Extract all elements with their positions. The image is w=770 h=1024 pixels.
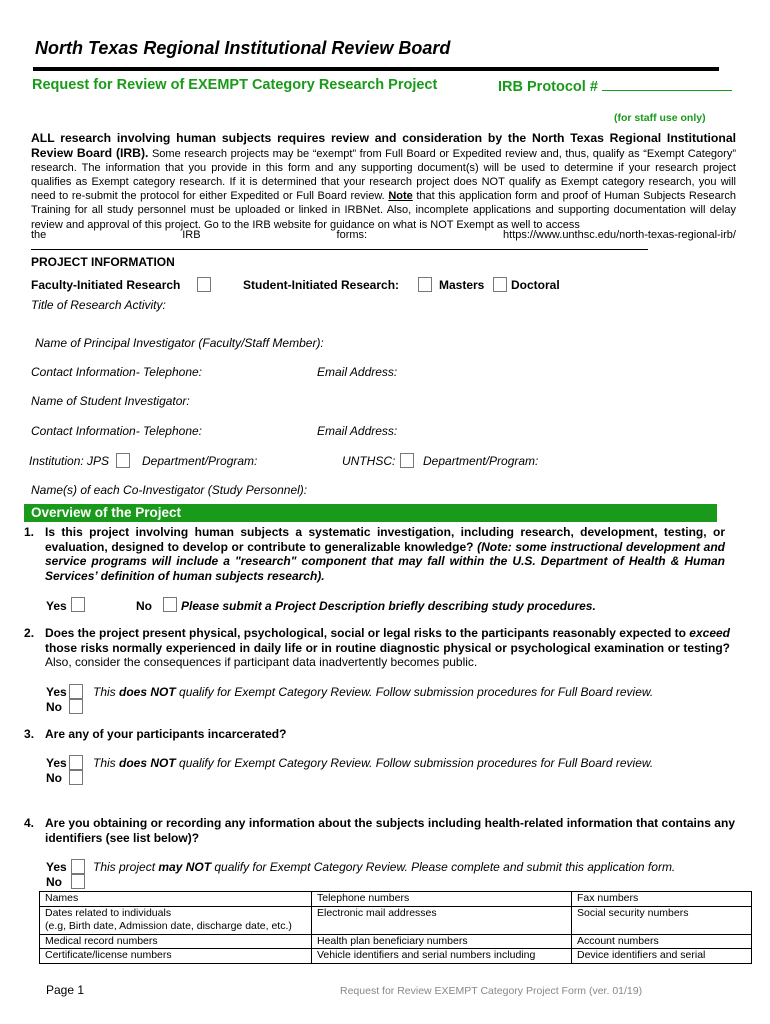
table-cell: Vehicle identifiers and serial numbers including — [312, 949, 572, 964]
q2-exceed: exceed — [689, 626, 730, 640]
q4-yes-label: Yes — [46, 860, 67, 874]
q2-no-label: No — [46, 700, 62, 714]
principal-investigator-label: Name of Principal Investigator (Faculty/Staff Member): — [35, 336, 324, 350]
pi-telephone-label: Contact Information- Telephone: — [31, 365, 202, 379]
intro-last-line — [31, 229, 736, 241]
q2-text-c: Also, consider the consequences if participant data inadvertently becomes public. — [45, 655, 478, 670]
table-row — [40, 906, 752, 934]
q2-yes-instruction: This does NOT qualify for Exempt Category Review. Follow submission procedures for Full Board review. — [93, 685, 654, 699]
q2-text-b: those risks normally experienced in daily life or in routine diagnostic physical or psychological examination or testing? — [45, 640, 730, 655]
q2-yes-checkbox[interactable] — [69, 684, 83, 699]
co-investigators-label: Name(s) of each Co-Investigator (Study Personnel): — [31, 483, 308, 497]
student-investigator-label: Name of Student Investigator: — [31, 394, 190, 408]
identifiers-table — [39, 891, 752, 964]
intro-lead: ALL research involving human subjects requires review and consideration by the North Texas Regional Institutional Review Board (IRB). — [31, 131, 736, 161]
masters-label: Masters — [439, 278, 485, 292]
table-cell: Account numbers — [572, 934, 752, 949]
title-rule — [33, 67, 719, 71]
q4-no-checkbox[interactable] — [71, 874, 85, 889]
table-cell: Dates related to individuals (e.g, Birth date, Admission date, discharge date, etc.) — [40, 906, 312, 934]
unthsc-department-label: Department/Program: — [423, 454, 539, 468]
q2-yes-label: Yes — [46, 685, 67, 699]
q3-yes-checkbox[interactable] — [69, 755, 83, 770]
page-number: Page 1 — [46, 983, 85, 997]
student-telephone-label: Contact Information- Telephone: — [31, 424, 202, 438]
table-row — [40, 934, 752, 949]
project-info-heading: PROJECT INFORMATION — [31, 255, 175, 269]
table-cell: Electronic mail addresses — [312, 906, 572, 934]
irb-protocol-label: IRB Protocol # — [498, 79, 598, 95]
pi-email-label: Email Address: — [317, 365, 398, 379]
form-subtitle: Request for Review of EXEMPT Category Research Project — [32, 77, 438, 93]
q2-no-checkbox[interactable] — [69, 699, 83, 714]
q4-yes-instruction: This project may NOT qualify for Exempt Category Review. Please complete and submit this application form. — [93, 860, 676, 874]
table-cell: Health plan beneficiary numbers — [312, 934, 572, 949]
q1-no-instruction: Please submit a Project Description briefly describing study procedures. — [181, 599, 596, 613]
intro-paragraph — [31, 131, 736, 232]
table-cell: Certificate/license numbers — [40, 949, 312, 964]
q2-text-a: Does the project present physical, psychological, social or legal risks to the participants reasonably expected to — [45, 626, 690, 640]
q3-text: Are any of your participants incarcerated? — [45, 727, 287, 741]
q2-number: 2. — [24, 626, 35, 640]
table-cell: Device identifiers and serial — [572, 949, 752, 964]
q3-yes-label: Yes — [46, 756, 67, 770]
q4-text: Are you obtaining or recording any information about the subjects including health-related information that contains any identifiers (see list below)? — [45, 816, 735, 845]
intro-body-1: Some research projects may be “exempt” from Full Board or Expedited review and, thus, qualify as “Exempt Category” research. The information that you provide in this form and any supporting document(s) will be used to determine if your research project qualifies as Exempt category research. If it is determined that your research project does NOT qualify as Exempt category research, you will need to re-submit the protocol for either Expedited or Full Board review. — [31, 148, 736, 203]
jps-department-label: Department/Program: — [142, 454, 258, 468]
q4-no-label: No — [46, 875, 62, 889]
q2-text — [45, 626, 730, 670]
intro-word-the: the — [31, 229, 47, 241]
q4-number: 4. — [24, 816, 35, 830]
form-version: Request for Review EXEMPT Category Project Form (ver. 01/19) — [340, 985, 643, 997]
q4-yes-checkbox[interactable] — [71, 859, 85, 874]
table-cell: Fax numbers — [572, 892, 752, 907]
doctoral-checkbox[interactable] — [493, 277, 507, 292]
q1-yes-checkbox[interactable] — [71, 597, 85, 612]
q1-text — [45, 525, 725, 583]
intro-word-forms: forms: — [336, 229, 368, 241]
q1-no-label: No — [136, 599, 152, 613]
intro-word-irb: IRB — [182, 229, 201, 241]
irb-website-link[interactable]: https://www.unthsc.edu/north-texas-regional-irb/ — [503, 229, 736, 241]
q1-yes-label: Yes — [46, 599, 67, 613]
q3-number: 3. — [24, 727, 35, 741]
table-cell: Medical record numbers — [40, 934, 312, 949]
doctoral-label: Doctoral — [511, 278, 560, 292]
q3-yes-instruction: This does NOT qualify for Exempt Category Review. Follow submission procedures for Full Board review. — [93, 756, 654, 770]
institution-jps-label: Institution: JPS — [29, 454, 110, 468]
irb-protocol-blank[interactable] — [602, 77, 732, 91]
q1-no-checkbox[interactable] — [163, 597, 177, 612]
jps-checkbox[interactable] — [116, 453, 130, 468]
intro-divider — [31, 249, 648, 250]
table-cell: Social security numbers — [572, 906, 752, 934]
faculty-initiated-checkbox[interactable] — [197, 277, 211, 292]
irb-protocol-field — [498, 77, 732, 95]
q1-number: 1. — [24, 525, 35, 539]
faculty-initiated-label: Faculty-Initiated Research — [31, 278, 181, 292]
intro-note-label: Note — [388, 190, 413, 203]
unthsc-label: UNTHSC: — [342, 454, 396, 468]
unthsc-checkbox[interactable] — [400, 453, 414, 468]
table-row — [40, 949, 752, 964]
table-cell: Names — [40, 892, 312, 907]
q3-no-label: No — [46, 771, 62, 785]
staff-use-note: (for staff use only) — [614, 112, 706, 124]
research-title-label: Title of Research Activity: — [31, 298, 166, 312]
intro-body-2: that this application form and proof of Human Subjects Research Training for all study personnel must be uploaded or linked in IRBNet. Also, incomplete applications and supporting documentation will delay review and approval of this project. Go to the IRB website for guidance on what is NOT Exempt as well to access — [31, 190, 736, 231]
table-cell: Telephone numbers — [312, 892, 572, 907]
q1-note: (Note: some instructional development and service programs will include a "research" component that may fall within the U.S. Department of Health & Human Services’ definition of human subjects research). — [45, 539, 725, 583]
page-title: North Texas Regional Institutional Review Board — [35, 38, 451, 58]
overview-heading: Overview of the Project — [24, 504, 717, 522]
student-email-label: Email Address: — [317, 424, 398, 438]
masters-checkbox[interactable] — [418, 277, 432, 292]
student-initiated-label: Student-Initiated Research: — [243, 278, 400, 292]
q1-question: Is this project involving human subjects a systematic investigation, including research, development, testing, or evaluation, designed to develop or contribute to generalizable knowledge? — [45, 525, 725, 554]
q3-no-checkbox[interactable] — [69, 770, 83, 785]
table-row — [40, 892, 752, 907]
